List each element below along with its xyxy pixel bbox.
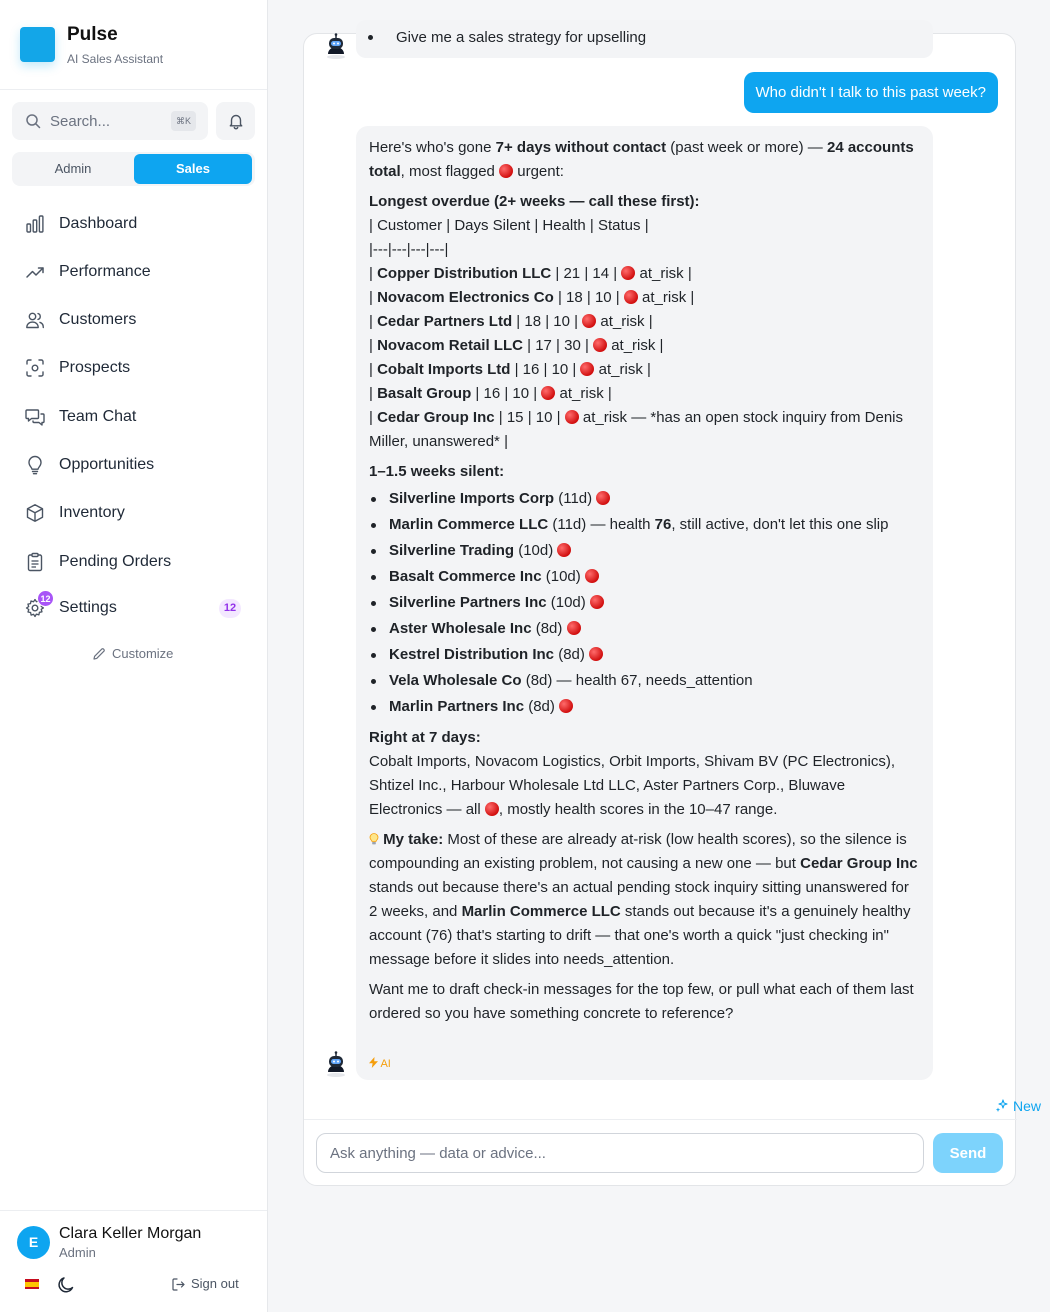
bell-icon bbox=[227, 112, 245, 130]
send-button[interactable]: Send bbox=[933, 1133, 1003, 1173]
sidebar-item-inventory[interactable] bbox=[12, 491, 255, 535]
count-badge: 12 bbox=[219, 599, 241, 618]
sidebar-item-team-chat[interactable] bbox=[12, 395, 255, 439]
seven-days-block: Right at 7 days: Cobalt Imports, Novacom Logistics, Orbit Imports, Shivam BV (PC Electronics), Shtizel Inc., Harbour Wholesale Ltd LLC, Aster Partners Corp., Bluwave Electronics — all , mostly health scores in the 10–47 range. bbox=[369, 729, 895, 818]
scan-target-icon bbox=[25, 358, 45, 378]
list-item: Silverline Trading (10d) bbox=[369, 538, 920, 564]
sparkle-icon bbox=[995, 1099, 1009, 1113]
ai-message bbox=[356, 126, 933, 1080]
divider bbox=[0, 1210, 267, 1211]
chat-input[interactable] bbox=[316, 1133, 924, 1173]
list-item: Marlin Commerce LLC (11d) — health 76, still active, don't let this one slip bbox=[369, 512, 920, 538]
sidebar-item-label: Settings bbox=[59, 599, 117, 616]
sidebar-item-settings[interactable] bbox=[12, 586, 255, 630]
search-box[interactable] bbox=[12, 102, 208, 140]
trend-up-icon bbox=[25, 262, 45, 282]
sidebar-item-label: Team Chat bbox=[59, 408, 137, 425]
avatar[interactable]: E bbox=[17, 1226, 50, 1259]
bar-chart-icon bbox=[25, 214, 45, 234]
red-circle-icon bbox=[485, 802, 499, 816]
user-role: Admin bbox=[59, 1245, 96, 1260]
chat-panel bbox=[303, 29, 1042, 1186]
sidebar-item-label: Dashboard bbox=[59, 215, 138, 232]
sidebar-item-label: Performance bbox=[59, 263, 151, 280]
divider bbox=[0, 89, 267, 90]
brand-logo bbox=[20, 27, 55, 62]
red-circle-icon bbox=[580, 362, 594, 376]
list-item: Vela Wholesale Co (8d) — health 67, needs_attention bbox=[369, 668, 920, 694]
list-item: Silverline Partners Inc (10d) bbox=[369, 590, 920, 616]
table-row: | Basalt Group | 16 | 10 | at_risk | bbox=[369, 385, 612, 402]
red-circle-icon bbox=[567, 621, 581, 635]
red-circle-icon bbox=[621, 266, 635, 280]
notifications-button[interactable] bbox=[216, 102, 255, 140]
chat-bubbles-icon bbox=[25, 407, 45, 427]
sidebar-item-label: Customers bbox=[59, 311, 137, 328]
ai-tag: AI bbox=[369, 1052, 391, 1076]
red-circle-icon bbox=[557, 543, 571, 557]
box-icon bbox=[25, 503, 45, 523]
table-rows bbox=[369, 262, 920, 454]
table-row: | Novacom Electronics Co | 18 | 10 | at_risk | bbox=[369, 289, 695, 306]
robot-avatar-icon bbox=[322, 32, 350, 60]
list-item: Silverline Imports Corp (11d) bbox=[369, 486, 920, 512]
moon-icon[interactable] bbox=[56, 1275, 76, 1295]
list-item: Marlin Partners Inc (8d) bbox=[369, 694, 920, 720]
brand-title: Pulse bbox=[67, 24, 118, 45]
list-item: Aster Wholesale Inc (8d) bbox=[369, 616, 920, 642]
overdue-table-block bbox=[369, 190, 920, 454]
brand-subtitle: AI Sales Assistant bbox=[67, 52, 164, 66]
notification-badge: 12 bbox=[37, 590, 54, 607]
my-take-paragraph: My take: Most of these are already at-risk (low health scores), so the silence is compounding an existing problem, not causing a new one — but Cedar Group Inc stands out because there's an actual pending stock inquiry sitting unanswered for 2 weeks, and Marlin Commerce LLC stands out because it's a genuinely healthy account (76) that's starting to drift — that one's worth a quick "just checking in" message before it slides into needs_attention. bbox=[369, 831, 918, 968]
red-circle-icon bbox=[589, 647, 603, 661]
clipboard-icon bbox=[25, 552, 45, 572]
sidebar-item-dashboard[interactable] bbox=[12, 202, 255, 246]
table-row: | Novacom Retail LLC | 17 | 30 | at_risk | bbox=[369, 337, 664, 354]
section-heading: Longest overdue (2+ weeks — call these first): bbox=[369, 193, 700, 210]
list-bullet bbox=[368, 35, 373, 40]
previous-bullet-text: Give me a sales strategy for upselling bbox=[396, 29, 647, 46]
sidebar-item-label: Prospects bbox=[59, 359, 131, 376]
sidebar-item-label: Inventory bbox=[59, 504, 125, 521]
user-message: Who didn't I talk to this past week? bbox=[744, 72, 998, 113]
lightning-icon bbox=[369, 1057, 378, 1068]
red-circle-icon bbox=[559, 699, 573, 713]
brand[interactable] bbox=[20, 24, 260, 64]
role-admin-tab[interactable]: Admin bbox=[54, 161, 92, 176]
previous-ai-message bbox=[356, 20, 933, 58]
red-circle-icon bbox=[499, 164, 513, 178]
table-row: | Cedar Partners Ltd | 18 | 10 | at_risk | bbox=[369, 313, 653, 330]
table-row: | Cedar Group Inc | 15 | 10 | at_risk — *has an open stock inquiry from Denis Miller, unanswered* | bbox=[369, 409, 904, 450]
red-circle-icon bbox=[541, 386, 555, 400]
sidebar-item-prospects[interactable] bbox=[12, 346, 255, 390]
section-heading: Right at 7 days: bbox=[369, 729, 481, 746]
role-switcher bbox=[12, 152, 255, 186]
sidebar-item-opportunities[interactable] bbox=[12, 443, 255, 487]
sidebar-item-label: Opportunities bbox=[59, 456, 155, 473]
sidebar-item-performance[interactable] bbox=[12, 250, 255, 294]
pencil-icon bbox=[92, 647, 106, 661]
sidebar bbox=[0, 0, 268, 1312]
lightbulb-emoji-icon bbox=[369, 833, 379, 845]
list-item: Kestrel Distribution Inc (8d) bbox=[369, 642, 920, 668]
red-circle-icon bbox=[596, 491, 610, 505]
sidebar-item-customers[interactable] bbox=[12, 298, 255, 342]
silent-list bbox=[369, 486, 920, 720]
shortcut-hint: ⌘K bbox=[171, 111, 196, 131]
sidebar-item-pending-orders[interactable] bbox=[12, 540, 255, 584]
red-circle-icon bbox=[585, 569, 599, 583]
red-circle-icon bbox=[582, 314, 596, 328]
sign-out-icon bbox=[171, 1277, 186, 1292]
spain-flag-icon[interactable] bbox=[25, 1279, 39, 1289]
table-row: | Copper Distribution LLC | 21 | 14 | at_risk | bbox=[369, 265, 692, 282]
table-separator: |---|---|---|---| bbox=[369, 241, 449, 258]
table-header: | Customer | Days Silent | Health | Status | bbox=[369, 217, 649, 234]
search-icon bbox=[25, 113, 41, 129]
user-name: Clara Keller Morgan bbox=[59, 1225, 202, 1242]
robot-avatar-icon bbox=[322, 1050, 350, 1078]
customize-label: Customize bbox=[112, 646, 174, 661]
new-chat-label: New bbox=[1013, 1098, 1042, 1114]
closing-paragraph: Want me to draft check-in messages for the top few, or pull what each of them last ordered so you have something concrete to reference? bbox=[369, 981, 914, 1022]
intro-paragraph: Here's who's gone 7+ days without contact (past week or more) — 24 accounts total, most flagged urgent: bbox=[369, 139, 914, 180]
sidebar-item-label: Pending Orders bbox=[59, 553, 172, 570]
section-heading: 1–1.5 weeks silent: bbox=[369, 463, 505, 480]
lightbulb-icon bbox=[25, 455, 45, 475]
table-row: | Cobalt Imports Ltd | 16 | 10 | at_risk | bbox=[369, 361, 651, 378]
red-circle-icon bbox=[624, 290, 638, 304]
red-circle-icon bbox=[590, 595, 604, 609]
role-sales-tab[interactable]: Sales bbox=[134, 154, 252, 184]
red-circle-icon bbox=[565, 410, 579, 424]
search-placeholder: Search... bbox=[50, 113, 111, 130]
red-circle-icon bbox=[593, 338, 607, 352]
users-icon bbox=[25, 310, 45, 330]
divider bbox=[304, 1119, 1017, 1120]
list-item: Basalt Commerce Inc (10d) bbox=[369, 564, 920, 590]
sign-out-label: Sign out bbox=[191, 1276, 239, 1291]
